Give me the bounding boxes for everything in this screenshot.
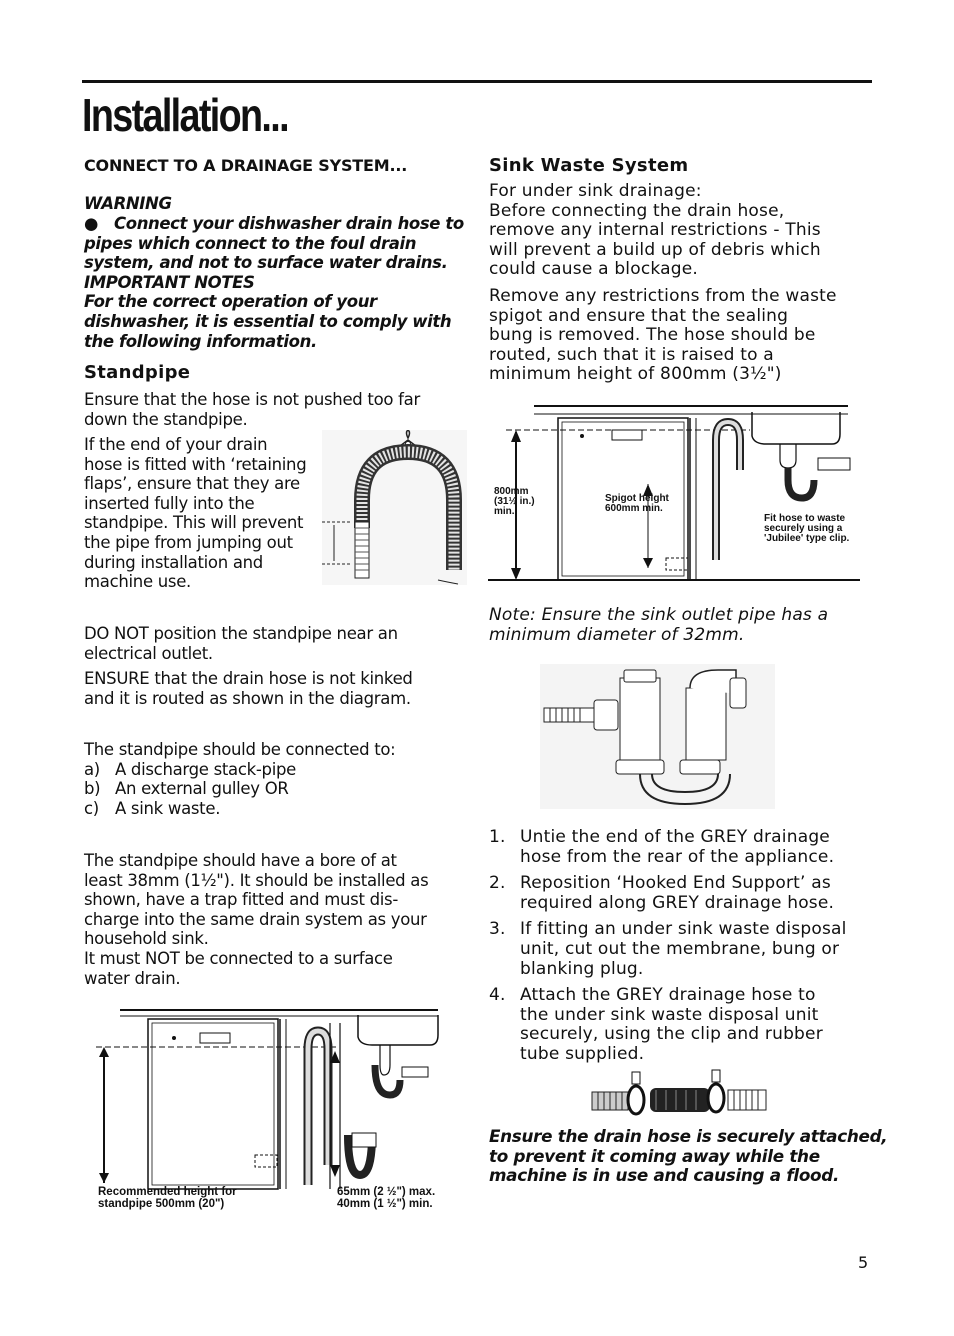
standpipe-range-label: 65mm (2 ½") max. 40mm (1 ½") min. — [337, 1186, 436, 1210]
connected-list: The standpipe should be connected to: a) A discharge stack-pipe b) An external gulley OR c) A sink waste. — [84, 740, 396, 818]
sink-p1: For under sink drainage: Before connecting the drain hose, remove any internal restrictions - This will prevent a build up of debris which could cause a blockage. — [489, 181, 821, 280]
warning-line: system, and not to surface water drains. — [84, 253, 448, 273]
sink-trap-illustration — [540, 664, 775, 809]
step-item: 2. Reposition ‘Hooked End Support’ as required along GREY drainage hose. — [489, 873, 835, 913]
important-line: the following information. — [84, 331, 317, 351]
page-title: Installation... — [82, 89, 288, 141]
important-line: dishwasher, it is essential to comply with — [84, 311, 452, 331]
warning-title: WARNING — [84, 194, 172, 213]
warning-line: Connect your dishwasher drain hose to — [114, 214, 464, 233]
standpipe-heading: Standpipe — [84, 362, 191, 383]
sink-waste-diagram — [488, 400, 863, 586]
steps-list — [489, 828, 847, 1065]
sink-p2: Remove any restrictions from the waste spigot and ensure that the sealing bung is removed. The hose should be routed, such that it is raised to a minimum height of 800mm (3½") — [489, 286, 837, 385]
do-not-text: DO NOT position the standpipe near an electrical outlet. — [84, 624, 398, 663]
standpipe-diagram — [90, 1005, 455, 1190]
hose-illustration — [322, 430, 467, 585]
warning-text — [84, 214, 464, 351]
fit-hose-label: Fit hose to waste securely using a 'Jubilee' type clip. — [764, 513, 850, 544]
sink-waste-heading: Sink Waste System — [489, 155, 689, 176]
final-warning: Ensure the drain hose is securely attached, to prevent it coming away while the machine is in use and causing a flood. — [489, 1126, 888, 1186]
spigot-height-label: Spigot height 600mm min. — [605, 493, 669, 514]
step-item: 3. If fitting an under sink waste disposal unit, cut out the membrane, bung or blanking plug. — [489, 919, 847, 979]
step-item: 1. Untie the end of the GREY drainage hose from the rear of the appliance. — [489, 827, 835, 867]
ensure-text: ENSURE that the drain hose is not kinked and it is routed as shown in the diagram. — [84, 669, 413, 708]
important-line: For the correct operation of your — [84, 292, 377, 312]
drainage-heading: CONNECT TO A DRAINAGE SYSTEM... — [84, 156, 408, 175]
bore-text: The standpipe should have a bore of at least 38mm (1½"). It should be installed as shown, have a trap fitted and must dis- charge into the same drain system as your household sink. It must NOT be connected to a surface water drain. — [84, 851, 429, 988]
standpipe-p2: If the end of your drain hose is fitted with ‘retaining flaps’, ensure that they are inserted fully into the standpipe. This will prevent the pipe from jumping out during installation and machine use. — [84, 435, 307, 592]
page-number: 5 — [858, 1253, 869, 1272]
standpipe-p1: Ensure that the hose is not pushed too far down the standpipe. — [84, 390, 420, 429]
height-800-label: 800mm (31½ in.) min. — [494, 486, 535, 517]
warning-line: pipes which connect to the foul drain — [84, 233, 417, 253]
bullet-icon: ● — [84, 214, 98, 233]
step-item: 4. Attach the GREY drainage hose to the under sink waste disposal unit securely, using the clip and rubber tube supplied. — [489, 985, 823, 1064]
standpipe-height-label: Recommended height for standpipe 500mm (20") — [98, 1186, 237, 1210]
clip-tube-illustration — [590, 1068, 770, 1116]
important-title: IMPORTANT NOTES — [84, 272, 255, 292]
top-rule — [82, 80, 872, 83]
outlet-note: Note: Ensure the sink outlet pipe has a minimum diameter of 32mm. — [489, 605, 829, 645]
